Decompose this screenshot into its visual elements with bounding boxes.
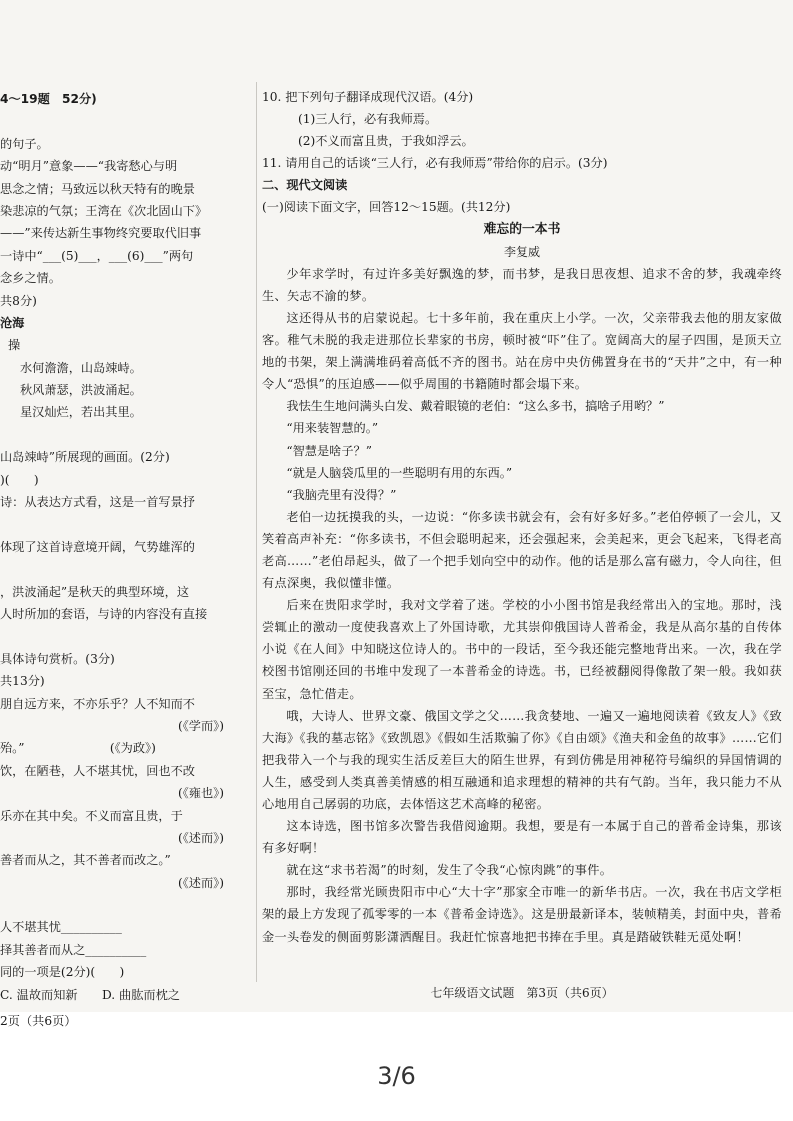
page-footer: 七年级语文试题 第3页（共6页） [430, 986, 614, 1000]
question-11: 11. 请用自己的话谈“三人行，必有我师焉”带给你的启示。(3分) [262, 156, 608, 171]
left-text-line: 善者而从之，其不善者而改之。” [0, 853, 171, 868]
left-text-line: 思念之情；马致远以秋天特有的晚景 [0, 181, 195, 196]
left-text-line: 人时所加的套语，与诗的内容没有直接 [0, 606, 208, 621]
left-text-line [0, 513, 252, 535]
left-text-line: 具体诗句赏析。(3分) [0, 651, 115, 666]
left-text-line [0, 625, 252, 647]
dialogue-line: “智慧是啥子？” [286, 443, 372, 458]
left-text-line: C. 温故而知新 D. 曲肱而枕之 [0, 987, 180, 1002]
left-text-line: 山岛竦峙”所展现的画面。(2分) [0, 450, 170, 465]
article-title: 难忘的一本书 [483, 221, 561, 237]
question-10: 10. 把下列句子翻译成现代汉语。(4分) [262, 90, 474, 104]
left-text-line: 念乡之情。 [0, 271, 61, 286]
left-text-line: 乐亦在其中矣。不义而富且贵，于 [0, 808, 183, 823]
section-heading: 二、现代文阅读 [262, 178, 348, 193]
question-10-item-1: (1)三人行，必有我师焉。 [298, 112, 438, 127]
left-text-line: 操 [8, 338, 21, 353]
page-indicator: 3/6 [377, 1062, 416, 1090]
dialogue-line: “就是人脑袋瓜里的一些聪明有用的东西。” [286, 465, 513, 480]
left-text-line: 的句子。 [0, 136, 49, 151]
left-text-line: )( ) [0, 472, 39, 487]
dialogue-line: “用来装智慧的。” [286, 421, 379, 436]
dialogue-line: “我脑壳里有没得？” [286, 487, 397, 502]
article-paragraph: 哦，大诗人、世界文豪、俄国文学之父……我贪婪地、一遍又一遍地阅读着《致友人》《致大海》《我的墓志铭》《致凯恩》《假如生活欺骗了你》《自由颂》《渔夫和金鱼的故事》……它们把我带入一个与我的现实生活反差巨大的陌生世界，有到仿佛是用神秘符号编织的异国情调的人生，感受到人类真善美情感的相互融通和追求理想的精神的共有气韵。当年，我只能力不从心地用自己孱弱的功底，去体悟这艺术高峰的秘密。 [262, 708, 782, 811]
left-text-line: (《述而》) [177, 875, 224, 890]
article-paragraph: 后来在贵阳求学时，我对文学着了迷。学校的小小图书馆是我经常出入的宝地。那时，浅尝辄止的激动一度使我喜欢上了外国诗歌，尤其崇仰俄国诗人普希金，我是从高尔基的自传体小说《在人间》中知晓这位诗人的。书中的一段话，至今我还能完整地背出来。一次，我在学校图书馆刚还回的书堆中发现了一本普希金的诗选。书，已经被翻阅得像散了架一般。我如获至宝，急忙借走。 [262, 598, 782, 701]
article-paragraph: 这本诗选，图书馆多次警告我借阅逾期。我想，要是有一本属于自己的普希金诗集，那该有多好啊！ [262, 819, 782, 856]
left-text-line [0, 558, 252, 580]
left-text-line: (《雍也》) [177, 786, 224, 801]
article-paragraph: 那时，我经常光顾贵阳市中心“大十字”那家全市唯一的新华书店。一次，我在书店文学柜架的最上方发现了孤零零的一本《普希金诗选》。这是册最新译本，装帧精美，封面中央，普希金一头卷发的侧面剪影潇洒醒目。我赶忙惊喜地把书捧在手里。真是踏破铁鞋无觅处啊！ [262, 885, 782, 944]
left-text-line: 诗：从表达方式看，这是一首写景抒 [0, 495, 195, 510]
left-text-line: 共13分) [0, 674, 45, 689]
right-column-text [262, 86, 782, 1006]
left-text-line: 人不堪其忧__________ [0, 920, 122, 935]
left-text-line: (《述而》) [177, 830, 224, 845]
left-text-line: 染悲凉的气氛；王湾在《次北固山下》 [0, 203, 208, 218]
left-text-line: ——”来传达新生事物终究要取代旧事 [0, 226, 202, 241]
left-text-line: ，洪波涌起”是秋天的典型环境，这 [0, 584, 190, 599]
left-text-line: 沧海 [0, 315, 25, 330]
left-column-text [0, 88, 252, 1029]
left-text-line: (《学而》) [177, 718, 224, 733]
left-text-line: 2页（共6页） [0, 1014, 77, 1029]
left-text-line [0, 110, 252, 132]
left-text-line: 体现了这首诗意境开阔，气势雄浑的 [0, 539, 195, 554]
left-text-line: 水何澹澹，山岛竦峙。 [20, 360, 142, 375]
left-text-line: 秋风萧瑟，洪波涌起。 [20, 383, 142, 398]
article-paragraph: 这还得从书的启蒙说起。七十多年前，我在重庆上小学。一次，父亲带我去他的朋友家做客。稚气未脱的我走进那位长辈家的书房，顿时被“吓”住了。宽阔高大的屋子四围，是顶天立地的书架，架上满满堆码着高低不齐的图书。站在房中央仿佛置身在书的“天井”之中，有一种令人“恐惧”的压迫感——似乎周围的书籍随时都会塌下来。 [262, 310, 782, 392]
left-text-line: 4～19题 52分) [0, 92, 97, 106]
column-divider [256, 82, 257, 982]
dialogue-line: 我怯生生地问满头白发、戴着眼镜的老伯：“这么多书，搞啥子用哟？” [286, 399, 665, 414]
left-text-line: 同的一项是(2分)( ) [0, 965, 125, 980]
reading-instruction: (一)阅读下面文字，回答12～15题。(共12分) [262, 200, 511, 215]
left-text-line: 共8分) [0, 293, 37, 308]
article-paragraph: 少年求学时，有过许多美好飘逸的梦，而书梦，是我日思夜想、追求不舍的梦，我魂牵终生、矢志不渝的梦。 [262, 266, 782, 303]
article-body [262, 263, 782, 948]
left-text-line: 一诗中“___(5)___，___(6)___”两句 [0, 248, 194, 263]
left-text-line [0, 894, 252, 916]
article-paragraph: 就在这“求书若渴”的时刻，发生了令我“心惊肉跳”的事件。 [286, 863, 613, 878]
left-text-line: 星汉灿烂，若出其里。 [20, 405, 142, 420]
left-text-line: 动“明月”意象——“我寄愁心与明 [0, 159, 178, 174]
left-text-line: 朋自远方来，不亦乐乎？人不知而不 [0, 696, 195, 711]
article-paragraph: 老伯一边抚摸我的头，一边说：“你多读书就会有，会有好多好多。”老伯停顿了一会儿，又笑着高声补充：“你多读书，不但会聪明起来，还会强起来，会美起来，更会飞起来，飞得老高老高……”老伯昂起头，做了一个把手划向空中的动作。他的话是那么富有磁力，令人向往，但有点深奥，我似懂非懂。 [262, 509, 782, 591]
left-text-line: 择其善者而从之__________ [0, 942, 147, 957]
left-text-line: 殆。” (《为政》) [0, 741, 156, 756]
question-10-item-2: (2)不义而富且贵，于我如浮云。 [298, 134, 474, 149]
left-text-line [0, 424, 252, 446]
left-text-line: 饮，在陋巷，人不堪其忧，回也不改 [0, 763, 195, 778]
article-author: 李复威 [503, 244, 540, 259]
